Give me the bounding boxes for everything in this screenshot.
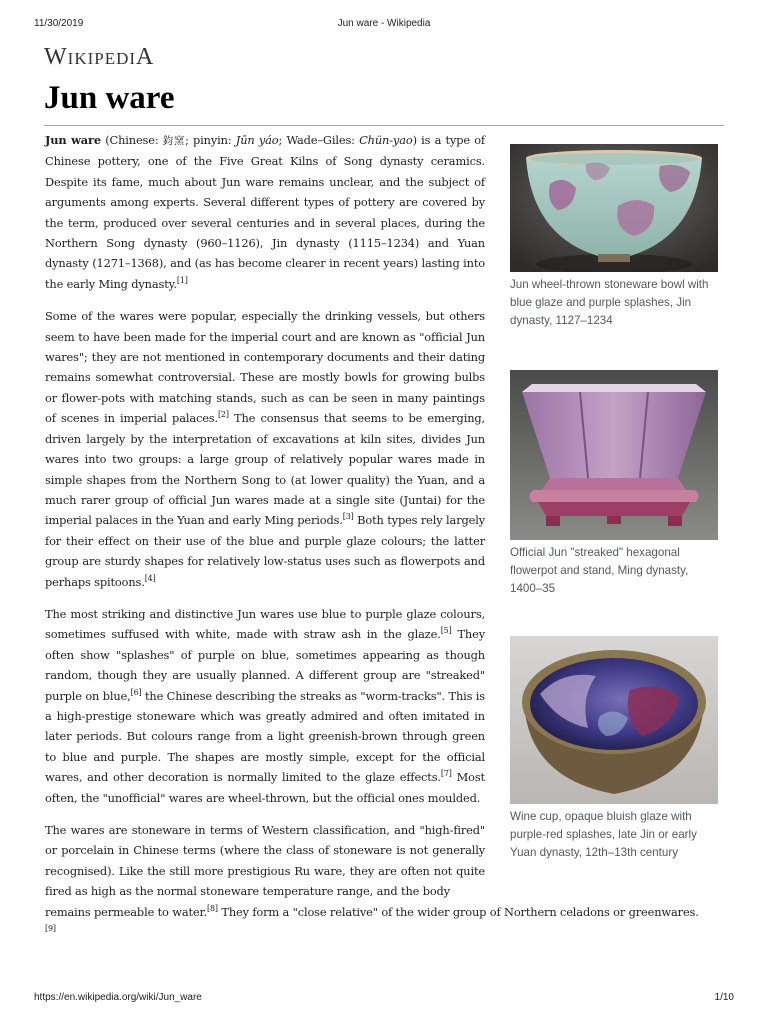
figure-caption: Wine cup, opaque bluish glaze with purple-red splashes, late Jin or early Yuan dynasty, 12th–13th century bbox=[510, 810, 697, 859]
intro-text: ; Wade–Giles: bbox=[278, 133, 360, 147]
paragraph-text: The most striking and distinctive Jun wares use blue to purple glaze colours, sometimes suffused with white, made with straw ash in the glaze. bbox=[45, 606, 485, 642]
figure-bowl bbox=[510, 144, 718, 330]
chinese-name-link[interactable]: 鈞窯 bbox=[162, 135, 186, 147]
paragraph-text: Both types rely largely for their effect on their use of the blue and purple glaze colours; the latter group are sturdy shapes for relatively low-status uses such as flowerpots and perhaps spitoons. bbox=[45, 513, 485, 589]
citation-3[interactable]: [3] bbox=[342, 512, 354, 522]
print-footer bbox=[0, 992, 768, 1006]
citation-2[interactable]: [2] bbox=[217, 410, 229, 420]
article-term: Jun ware bbox=[45, 133, 101, 147]
article-body bbox=[45, 130, 485, 820]
paragraph-text: They often show "splashes" of purple on blue, sometimes appearing as though random, though they are usually planned. A different group are "streaked" purple on blue, bbox=[45, 627, 485, 703]
page-title: Jun ware bbox=[44, 80, 175, 116]
citation-1[interactable]: [1] bbox=[176, 276, 188, 286]
paragraph-text: The wares are stoneware in terms of Western classification, and "high-fired" or porcelain in Chinese terms (where the class of stoneware is not generally recognised). Like the still more prestigious Ru ware, they are often not quite fired as high as the normal stoneware temperature range, and the body bbox=[45, 823, 485, 899]
figure-flowerpot bbox=[510, 370, 718, 598]
wadegiles-text: Chün-yao bbox=[359, 133, 413, 147]
paragraph-text: Some of the wares were popular, especially the drinking vessels, but others seem to have been made for the imperial court and are known as "official Jun wares"; they are not mentioned in contemporary documents and their dating remains somewhat controversial. These are mostly bowls for growing bulbs or flower-pots with matching stands, such as can be seen in many paintings of scenes in imperial palaces. bbox=[45, 309, 485, 426]
intro-text: ) is a type of Chinese pottery, one of the Five Great Kilns of Song dynasty ceramics. Despite its fame, much about Jun ware remains unclear, and the subject of arguments among experts. Several different types of pottery are covered by the term, produced over several centuries and in several places, during the Northern Song dynasty (960–1126), Jin dynasty (1115–1234) and Yuan dynasty (1271–1368), and (as has become clearer in recent years) lasting into the early Ming dynasty. bbox=[45, 133, 485, 291]
paragraph-text: the Chinese describing the streaks as "worm-tracks". This is a high-prestige stoneware which was greatly admired and often imitated in later periods. But colours range from a light greenish-brown through green to blue and purple. The shapes are mostly simple, except for the official wares, and other decoration is normally limited to the glaze effects. bbox=[45, 688, 485, 785]
bowl-image[interactable] bbox=[510, 144, 718, 272]
print-page-title: Jun ware - Wikipedia bbox=[337, 18, 431, 29]
wordmark-final: A bbox=[136, 44, 155, 70]
wordmark-middle: IKIPEDI bbox=[67, 49, 137, 68]
paragraph-text: remains permeable to water. bbox=[45, 904, 208, 919]
title-divider bbox=[44, 125, 724, 126]
wordmark-initial: W bbox=[44, 44, 68, 70]
citation-8[interactable]: [8] bbox=[207, 903, 218, 913]
figure-caption: Jun wheel-thrown stoneware bowl with blue glaze and purple splashes, Jin dynasty, 1127–1234 bbox=[510, 278, 709, 327]
print-header bbox=[0, 18, 768, 32]
print-page-number: 1/10 bbox=[714, 992, 734, 1003]
print-url: https://en.wikipedia.org/wiki/Jun_ware bbox=[34, 992, 202, 1003]
citation-7[interactable]: [7] bbox=[440, 769, 452, 779]
citation-5[interactable]: [5] bbox=[440, 626, 452, 636]
paragraph-text: The consensus that seems to be emerging, driven largely by the interpretation of excavations at kiln sites, divides Jun wares into two groups: a large group of relatively popular wares made in simple shapes from the Northern Song to (at lower quality) the Yuan, and a much rarer group of official Jun wares made at a single site (Juntai) for the imperial palaces in the Yuan and early Ming periods. bbox=[45, 411, 485, 528]
pinyin-text: Jūn yáo bbox=[235, 133, 279, 147]
figure-wine-cup bbox=[510, 636, 718, 862]
paragraph-text: Most often, the "unofficial" wares are wheel-thrown, but the official ones moulded. bbox=[45, 770, 485, 805]
paragraph-glaze-colours bbox=[45, 604, 485, 808]
citation-6[interactable]: [6] bbox=[130, 687, 142, 697]
print-date: 11/30/2019 bbox=[34, 18, 84, 29]
intro-paragraph bbox=[45, 130, 485, 294]
citation-4[interactable]: [4] bbox=[144, 573, 156, 583]
citation-9[interactable]: [9] bbox=[45, 924, 56, 934]
figure-caption: Official Jun "streaked" hexagonal flowerpot and stand, Ming dynasty, 1400–35 bbox=[510, 546, 689, 595]
intro-text: (Chinese: bbox=[100, 133, 163, 147]
wine-cup-image[interactable] bbox=[510, 636, 718, 804]
paragraph-text: They form a "close relative" of the wider group of Northern celadons or greenwares. bbox=[217, 904, 699, 919]
wikipedia-wordmark[interactable] bbox=[44, 44, 154, 71]
intro-text: ; pinyin: bbox=[185, 133, 236, 147]
flowerpot-image[interactable] bbox=[510, 370, 718, 540]
paragraph-official-wares bbox=[45, 306, 485, 592]
